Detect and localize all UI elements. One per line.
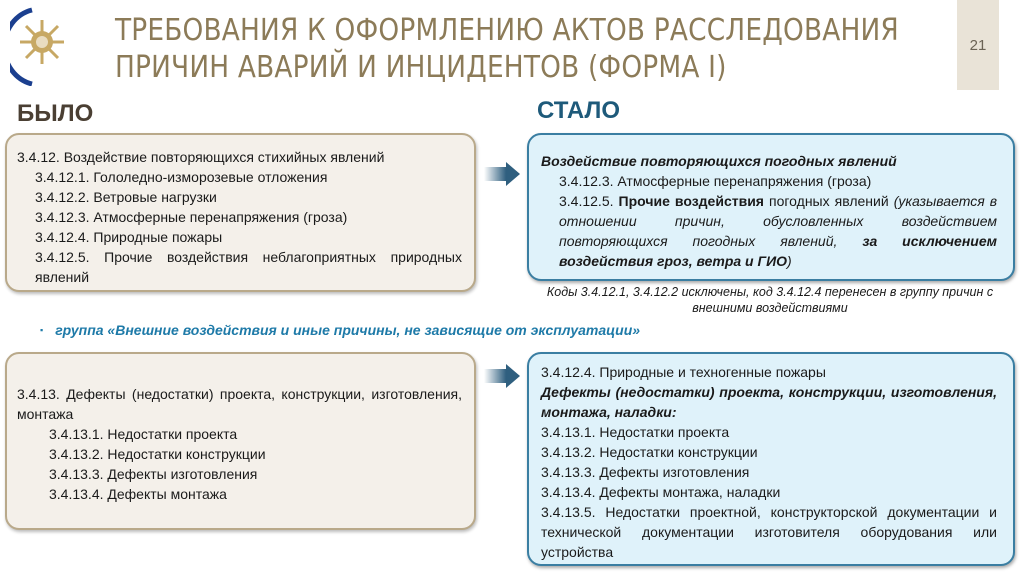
new-item: 3.4.12.3. Атмосферные перенапряжения (гроза) — [559, 173, 872, 189]
new-item: 3.4.13.1. Недостатки проекта — [541, 424, 730, 440]
logo — [10, 6, 70, 86]
old-group-heading: 3.4.12. Воздействие повторяющихся стихийных явлений — [17, 149, 385, 165]
group-line — [40, 322, 640, 338]
old-group-heading: 3.4.13. Дефекты (недостатки) проекта, конструкции, изготовления, монтажа — [17, 386, 462, 422]
new-item: 3.4.13.4. Дефекты монтажа, наладки — [541, 484, 781, 500]
arrow-icon — [484, 364, 520, 388]
new-box-defects — [527, 352, 1015, 566]
arrow-icon — [484, 162, 520, 186]
new-group-heading: Воздействие повторяющихся погодных явлений — [541, 153, 897, 169]
was-heading: БЫЛО — [17, 100, 94, 127]
old-item: 3.4.12.1. Гололедно-изморозевые отложения — [35, 169, 328, 185]
new-item: 3.4.12.5. Прочие воздействия погодных явлений (указывается в отношении причин, обусловленных воздействием повторяющихся погодных явлений, за исключением воздействия гроз, ветра и ГИО) — [559, 193, 998, 269]
new-item: 3.4.13.2. Недостатки конструкции — [541, 444, 758, 460]
old-box-defects — [5, 352, 476, 530]
became-heading: СТАЛО — [537, 97, 621, 124]
new-item: 3.4.13.3. Дефекты изготовления — [541, 464, 750, 480]
new-item: 3.4.13.5. Недостатки проектной, конструкторской документации и технической документации изготовителя оборудования или устройства — [541, 504, 997, 560]
old-item: 3.4.13.3. Дефекты изготовления — [49, 466, 258, 482]
old-item: 3.4.12.4. Природные пожары — [35, 229, 223, 245]
old-item: 3.4.12.5. Прочие воздействия неблагоприятных природных явлений — [35, 249, 462, 285]
old-item: 3.4.13.2. Недостатки конструкции — [49, 446, 266, 462]
new-group-heading: Дефекты (недостатки) проекта, конструкции, изготовления, монтажа, наладки: — [541, 384, 997, 420]
old-item: 3.4.12.2. Ветровые нагрузки — [35, 189, 217, 205]
sun-logo-icon — [10, 6, 70, 86]
old-item: 3.4.12.3. Атмосферные перенапряжения (гроза) — [35, 209, 348, 225]
codes-note: Коды 3.4.12.1, 3.4.12.2 исключены, код 3.4.12.4 перенесен в группу причин с внешними воздействиями — [546, 285, 994, 315]
page-number: 21 — [957, 0, 999, 90]
group-label: группа «Внешние воздействия и иные причины, не зависящие от эксплуатации» — [55, 322, 641, 338]
bullet-icon: ▪ — [40, 325, 44, 335]
new-box-weather — [527, 133, 1015, 281]
old-item: 3.4.13.1. Недостатки проекта — [49, 426, 238, 442]
old-box-natural — [5, 133, 476, 292]
old-item: 3.4.13.4. Дефекты монтажа — [49, 486, 227, 502]
new-item: 3.4.12.4. Природные и техногенные пожары — [541, 364, 826, 380]
page-title: ТРЕБОВАНИЯ К ОФОРМЛЕНИЮ АКТОВ РАССЛЕДОВАНИЯ ПРИЧИН АВАРИЙ И ИНЦИДЕНТОВ (ФОРМА I) — [115, 13, 899, 85]
